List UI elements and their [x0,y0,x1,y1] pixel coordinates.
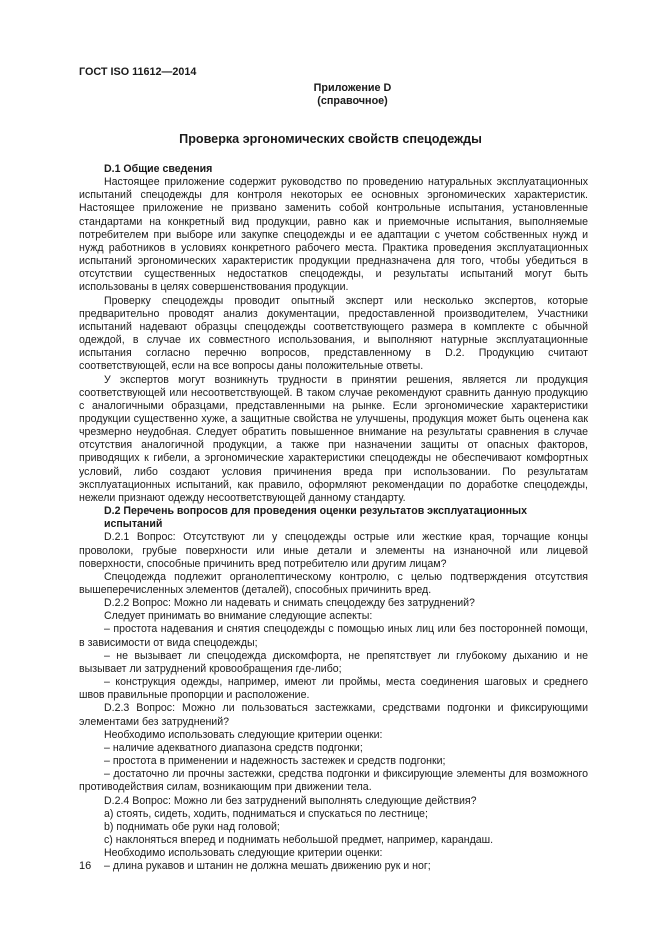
paragraph: D.2.1 Вопрос: Отсутствуют ли у спецодежды острые или жесткие края, торчащие концы проволоки, грубые поверхности или иные детали и элементы на изнаночной или лицевой поверхности, способные причинить вред потребителю или другим лицам? [79,531,588,570]
paragraph: D.2.4 Вопрос: Можно ли без затруднений выполнять следующие действия? [104,794,477,807]
document-header: ГОСТ ISO 11612—2014 [79,66,197,78]
list-item: – простота надевания и снятия спецодежды с помощью иных лиц или без посторонней помощи, в зависимости от вида спецодежды; [79,623,588,649]
paragraph: Настоящее приложение содержит руководство по проведению натуральных эксплуатационных испытаний спецодежды для контроля некоторых ее основных эргономических характеристик. Настоящее приложение не призвано заменить собой контрольные испытания, установленные стандартами на конкретный вид продукции, равно как и приемочные испытания, выполняемые потребителем при выборе или закупке спецодежды и ее адаптации с учетом собственных нужд и нужд работников в условиях конкретного рабочего места. Практика проведения эксплуатационных испытаний эргономических характеристик продукции предназначена для того, чтобы убедиться в отсутствии существенных недостатков спецодежды, и результаты испытаний могут быть использованы в целях совершенствования продукции. [79,176,588,294]
annex-subtitle: (справочное) [317,95,388,107]
annex-heading [0,82,661,108]
paragraph: D.2.2 Вопрос: Можно ли надевать и снимать спецодежду без затруднений? [104,597,475,610]
section-d2-heading: D.2 Перечень вопросов для проведения оценки результатов эксплуатационных испытаний [104,505,527,531]
list-item: – достаточно ли прочны застежки, средства подгонки и фиксирующие элементы для возможного противодействия силам, возникающим при движении тела. [79,768,588,794]
list-item: – наличие адекватного диапазона средств подгонки; [104,741,363,754]
paragraph: D.2.3 Вопрос: Можно ли пользоваться застежками, средствами подгонки и фиксирующими элементами без затруднений? [79,702,588,728]
list-item: с) наклоняться вперед и поднимать небольшой предмет, например, карандаш. [104,833,494,846]
page-number: 16 [79,860,92,872]
section-d1-heading: D.1 Общие сведения [104,163,213,175]
list-item: b) поднимать обе руки над головой; [104,820,280,833]
annex-title: Приложение D [313,82,392,94]
paragraph: Необходимо использовать следующие критерии оценки: [104,728,383,741]
list-item: – простота в применении и надежность застежек и средств подгонки; [104,755,446,768]
main-title: Проверка эргономических свойств спецодежды [179,132,482,146]
paragraph: Проверку спецодежды проводит опытный эксперт или несколько экспертов, которые предварительно проводят анализ документации, предоставленной производителем, Участники испытаний надевают образцы спецодежды соответствующего размера в комплекте с обычной одеждой, в случае их совместного использования, и выполняют натурные эксплуатационные испытания согласно перечню вопросов, представленному в D.2. Продукцию считают соответствующей, если на все вопросы даны положительные ответы. [79,294,588,373]
document-body [79,163,588,873]
paragraph: Следует принимать во внимание следующие аспекты: [104,610,373,623]
paragraph: У экспертов могут возникнуть трудности в принятии решения, является ли продукция соответствующей или несоответствующей. В таком случае рекомендуют сравнить данную продукцию с аналогичными образцами, представленными на рынке. Если эргономические характеристики продукции существенно хуже, а защитные свойства не улучшены, продукция может быть оценена как чрезмерно неудобная. Следует обратить повышенное внимание на результаты сравнения в случае отсутствия аналогичной продукции, а также при назначении защиты от опасных факторов, приводящих к гибели, а эргономические характеристики спецодежды не обеспечивают комфортных условий, либо создают условия причинения вреда при использовании. По результатам эксплуатационных испытаний, как правило, оформляют рекомендации по доработке спецодежды, нежели признают одежду несоответствующей данному стандарту. [79,373,588,504]
list-item: а) стоять, сидеть, ходить, подниматься и спускаться по лестнице; [104,807,428,820]
paragraph: Необходимо использовать следующие критерии оценки: [104,847,383,860]
list-item: – не вызывает ли спецодежда дискомфорта, не препятствует ли глубокому дыханию и не вызывает ли затруднений кровообращения где-либо; [79,649,588,675]
list-item: – конструкция одежды, например, имеют ли проймы, места соединения шаговых и среднего швов правильные пропорции и расположение. [79,676,588,702]
paragraph: Спецодежда подлежит органолептическому контролю, с целью подтверждения отсутствия вышеперечисленных элементов (деталей), способных причинить вред. [79,570,588,596]
list-item: – длина рукавов и штанин не должна мешать движению рук и ног; [104,860,431,873]
